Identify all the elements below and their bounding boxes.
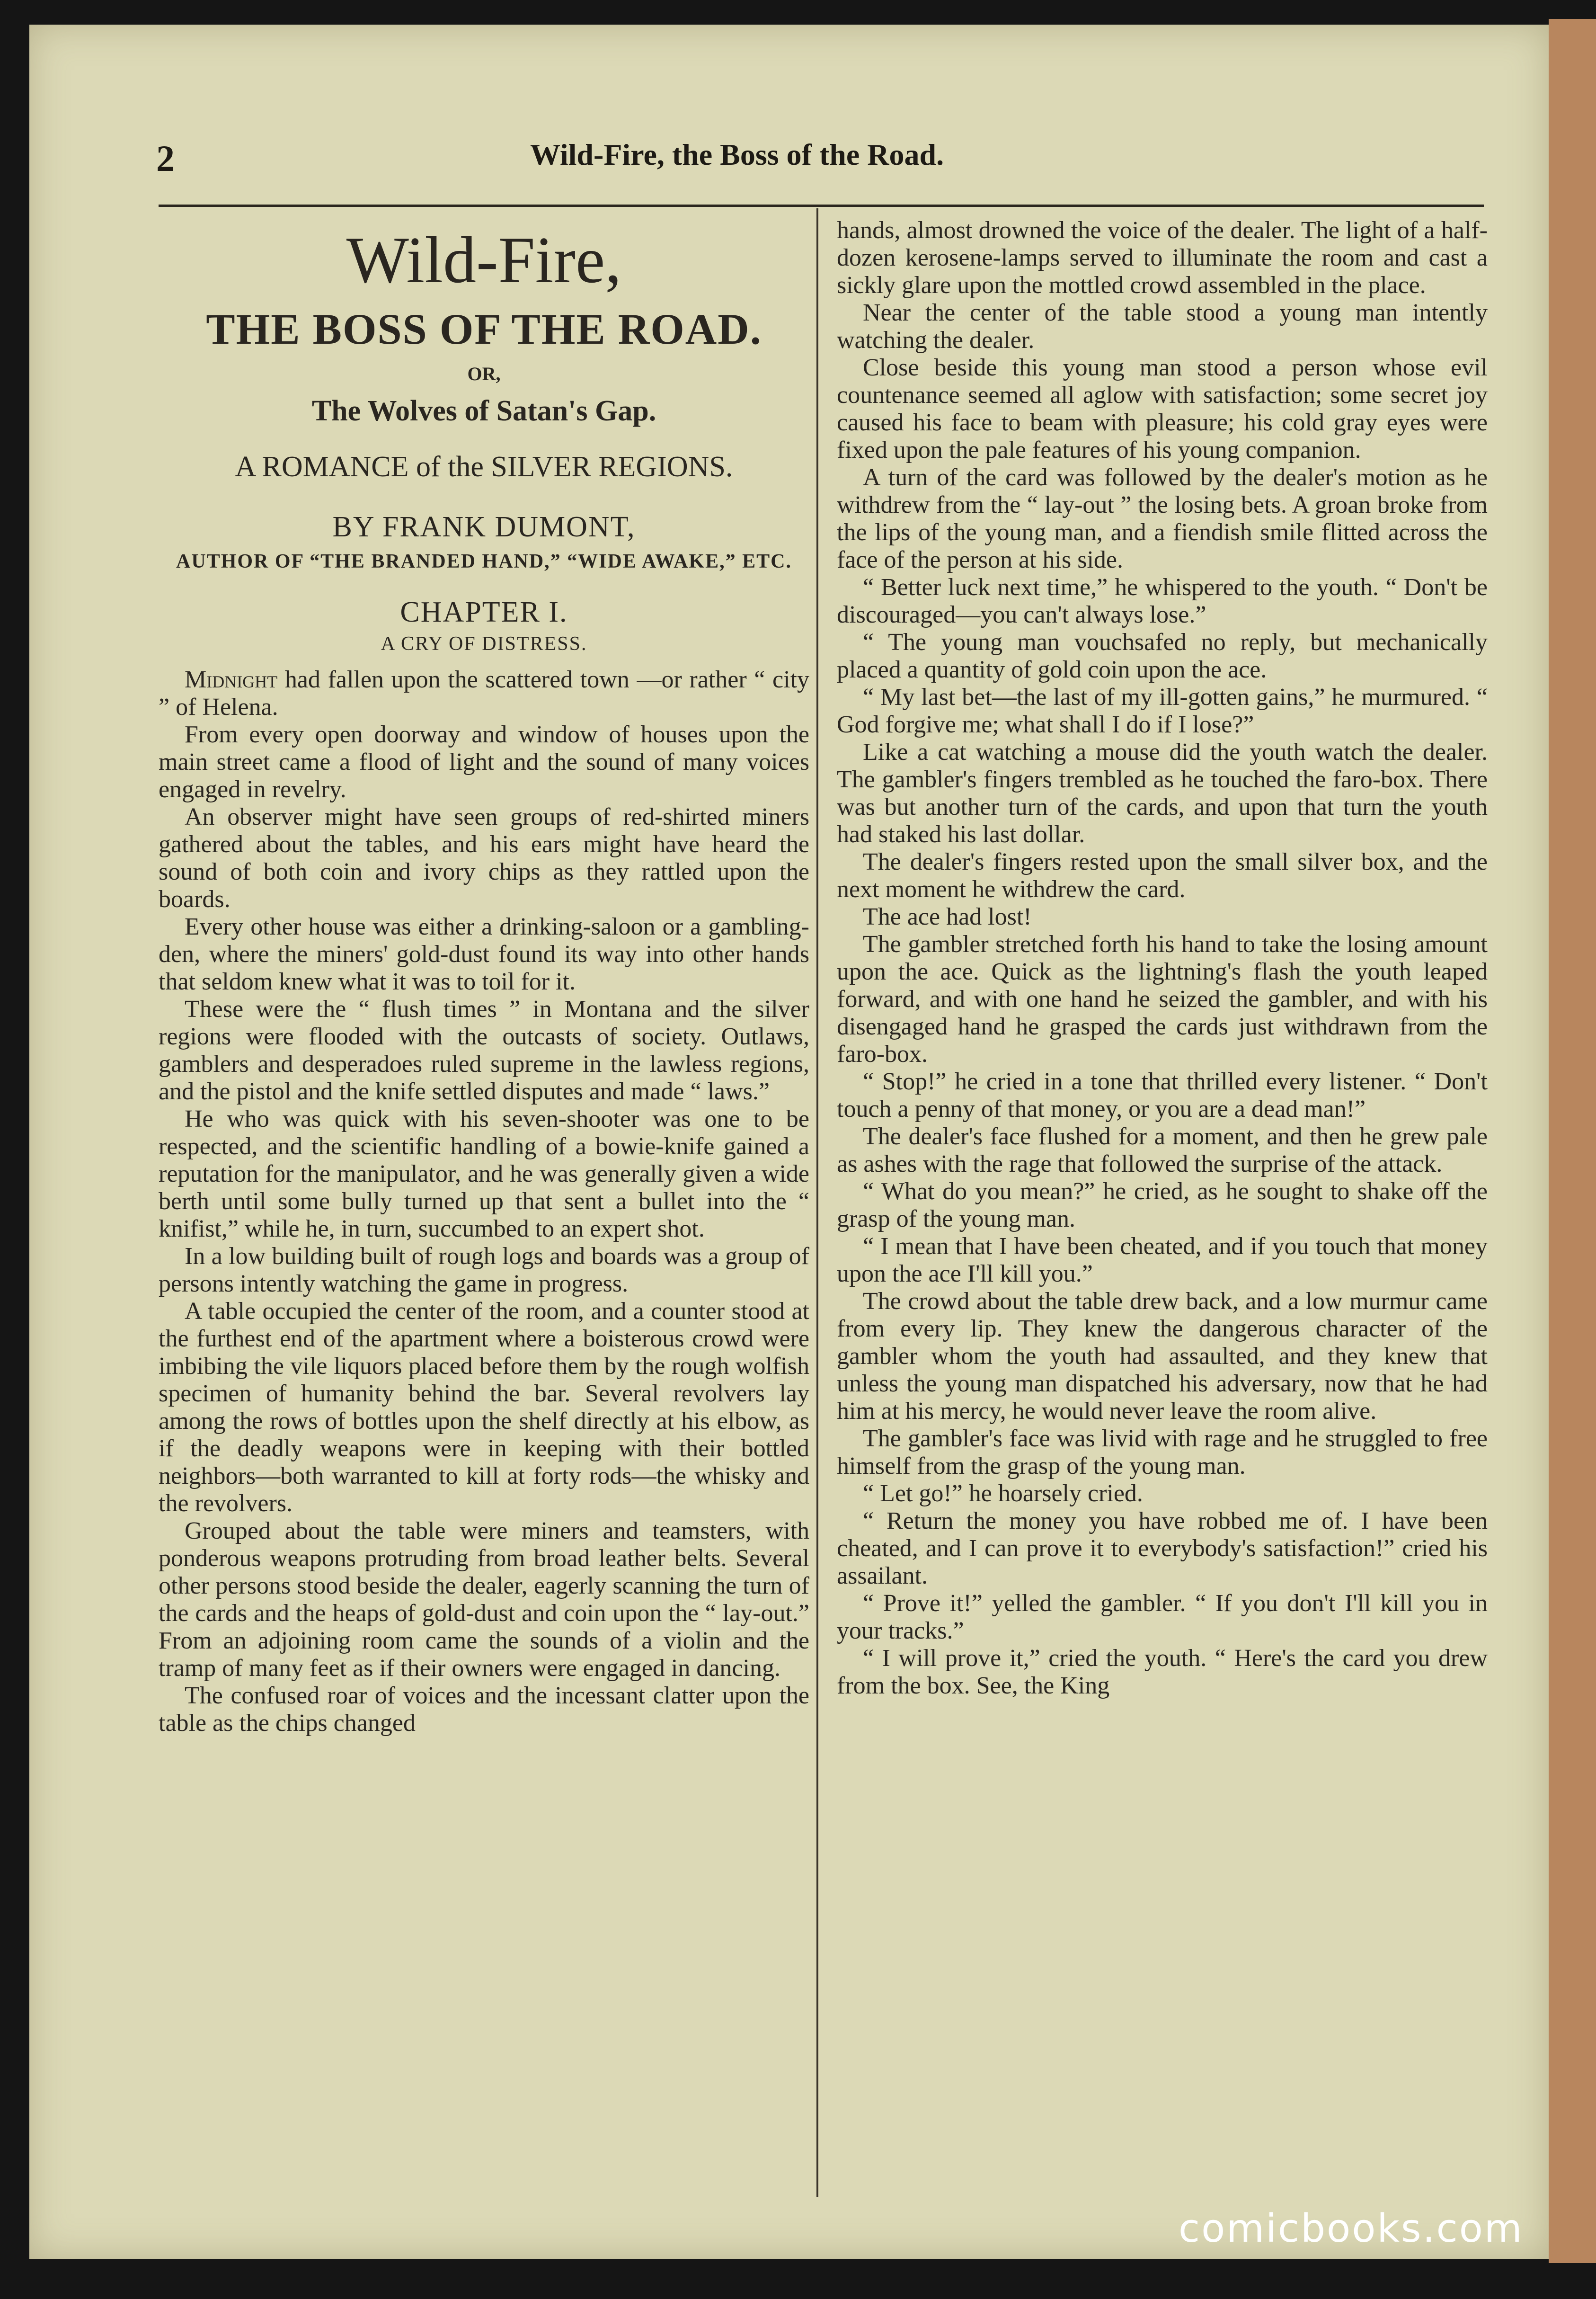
paragraph-opening: [159, 666, 809, 721]
paragraph: A table occupied the center of the room, and a counter stood at the furthest end of the apartment where a boisterous crowd were imbibing the vile liquors placed before them by the rough wolfish specimen of humanity behind the bar. Several revolvers lay among the rows of bottles upon the shelf directly at his elbow, as if the deadly weapons were in keeping with their bottled neighbors—both warranted to kill at forty rods—the whisky and the revolvers.: [159, 1298, 809, 1517]
title-block: [159, 223, 809, 657]
paragraph: “ I mean that I have been cheated, and if you touch that money upon the ace I'll kill you.”: [837, 1233, 1488, 1287]
chapter-title: A CRY OF DISTRESS.: [381, 633, 587, 655]
paragraph: A turn of the card was followed by the dealer's motion as he withdrew from the “ lay-out ” the losing bets. A groan broke from the lips of the young man, and a fiendish smile flitted across the face of the person at his side.: [837, 464, 1488, 573]
paragraph: In a low building built of rough logs and boards was a group of persons intently watching the game in progress.: [159, 1243, 809, 1297]
genre-line: A ROMANCE of the SILVER REGIONS.: [235, 451, 733, 483]
paragraph: “ What do you mean?” he cried, as he sought to shake off the grasp of the young man.: [837, 1178, 1488, 1232]
header-rule: [159, 205, 1484, 207]
paragraph: Grouped about the table were miners and teamsters, with ponderous weapons protruding from broad leather belts. Several other persons stood beside the dealer, eagerly scanning the turn of the cards and the heaps of gold-dust and coin upon the “ lay-out.” From an adjoining room came the sounds of a violin and the tramp of many feet as if their owners were engaged in dancing.: [159, 1517, 809, 1682]
paragraph: The confused roar of voices and the incessant clatter upon the table as the chips changed: [159, 1682, 809, 1737]
paragraph: “ The young man vouchsafed no reply, but mechanically placed a quantity of gold coin upon the ace.: [837, 629, 1488, 683]
opening-text: had fallen upon the scattered town —or rather “ city ” of Helena.: [159, 666, 809, 721]
story-subtitle: THE BOSS OF THE ROAD.: [206, 305, 762, 353]
left-column: [159, 218, 809, 1737]
paragraph: He who was quick with his seven-shooter was one to be respected, and the scientific handling of a bowie-knife gained a reputation for the manipulator, and he was generally given a wide berth until some bully turned up that sent a bullet into the “ knifist,” while he, in turn, succumbed to an expert shot.: [159, 1105, 809, 1242]
paragraph: The crowd about the table drew back, and a low murmur came from every lip. They knew the dangerous character of the gambler whom the youth had assaulted, and they knew that unless the young man dispatched his adversary, now that he had him at his mercy, he would never leave the room alive.: [837, 1288, 1488, 1425]
paragraph: “ My last bet—the last of my ill-gotten gains,” he murmured. “ God forgive me; what shall I do if I lose?”: [837, 684, 1488, 738]
paragraph: Near the center of the table stood a young man intently watching the dealer.: [837, 299, 1488, 354]
paragraph: An observer might have seen groups of red-shirted miners gathered about the tables, and his ears might have heard the sound of both coin and ivory chips as they rattled upon the boards.: [159, 803, 809, 913]
paragraph: Every other house was either a drinking-saloon or a gambling-den, where the miners' gold-dust found its way into other hands that seldom knew what it was to toil for it.: [159, 913, 809, 995]
paragraph-continued: hands, almost drowned the voice of the dealer. The light of a half-dozen kerosene-lamps served to illuminate the room and cast a sickly glare upon the mottled crowd assembled in the place.: [837, 217, 1488, 299]
paragraph: “ Let go!” he hoarsely cried.: [863, 1480, 1143, 1507]
site-watermark: comicbooks.com: [1179, 2206, 1524, 2251]
paragraph: Close beside this young man stood a person whose evil countenance seemed all aglow with satisfaction; some secret joy caused his face to beam with pleasure; his cold gray eyes were fixed upon the pale features of his young companion.: [837, 354, 1488, 463]
paragraph: From every open doorway and window of houses upon the main street came a flood of light and the sound of many voices engaged in revelry.: [159, 721, 809, 803]
paragraph: The dealer's face flushed for a moment, and then he grew pale as ashes with the rage that followed the surprise of the attack.: [837, 1123, 1488, 1177]
column-divider: [816, 208, 818, 2197]
paragraph: Like a cat watching a mouse did the youth watch the dealer. The gambler's fingers trembled as he touched the faro-box. There was but another turn of the cards, and upon that turn the youth had staked his last dollar.: [837, 739, 1488, 848]
chapter-heading: CHAPTER I.: [400, 596, 568, 628]
paragraph: “ I will prove it,” cried the youth. “ Here's the card you drew from the box. See, the King: [837, 1645, 1488, 1699]
author-note: AUTHOR OF “THE BRANDED HAND,” “WIDE AWAKE,” ETC.: [176, 551, 792, 572]
paragraph: “ Prove it!” yelled the gambler. “ If you don't I'll kill you in your tracks.”: [837, 1590, 1488, 1644]
page-header: [128, 137, 1486, 189]
story-title: Wild-Fire,: [346, 223, 622, 297]
drop-word: Midnight: [185, 666, 278, 693]
paragraph: These were the “ flush times ” in Montana and the silver regions were flooded with the outcasts of society. Outlaws, gamblers and desperadoes ruled supreme in the lawless regions, and the pistol and the knife settled disputes and made “ laws.”: [159, 996, 809, 1105]
byline: BY FRANK DUMONT,: [332, 511, 636, 543]
or-connector: OR,: [467, 363, 501, 384]
paragraph: The ace had lost!: [863, 903, 1032, 930]
page-number: 2: [156, 138, 175, 179]
paragraph: The gambler stretched forth his hand to take the losing amount upon the ace. Quick as the lightning's flash the youth leaped forward, and with one hand he seized the gambler, and with his disengaged hand he grasped the cards just withdrawn from the faro-box.: [837, 931, 1488, 1068]
paragraph: The gambler's face was livid with rage and he struggled to free himself from the grasp of the young man.: [837, 1425, 1488, 1479]
paragraph: The dealer's fingers rested upon the small silver box, and the next moment he withdrew the card.: [837, 848, 1488, 903]
alternate-title: The Wolves of Satan's Gap.: [311, 395, 656, 427]
running-title: Wild-Fire, the Boss of the Road.: [530, 138, 944, 171]
right-column: [837, 217, 1488, 1700]
page-edge-strip: [1549, 19, 1596, 2263]
paragraph: “ Stop!” he cried in a tone that thrilled every listener. “ Don't touch a penny of that money, or you are a dead man!”: [837, 1068, 1488, 1123]
paragraph: “ Better luck next time,” he whispered to the youth. “ Don't be discouraged—you can't always lose.”: [837, 574, 1488, 628]
paragraph: “ Return the money you have robbed me of. I have been cheated, and I can prove it to everybody's satisfaction!” cried his assailant.: [837, 1507, 1488, 1589]
